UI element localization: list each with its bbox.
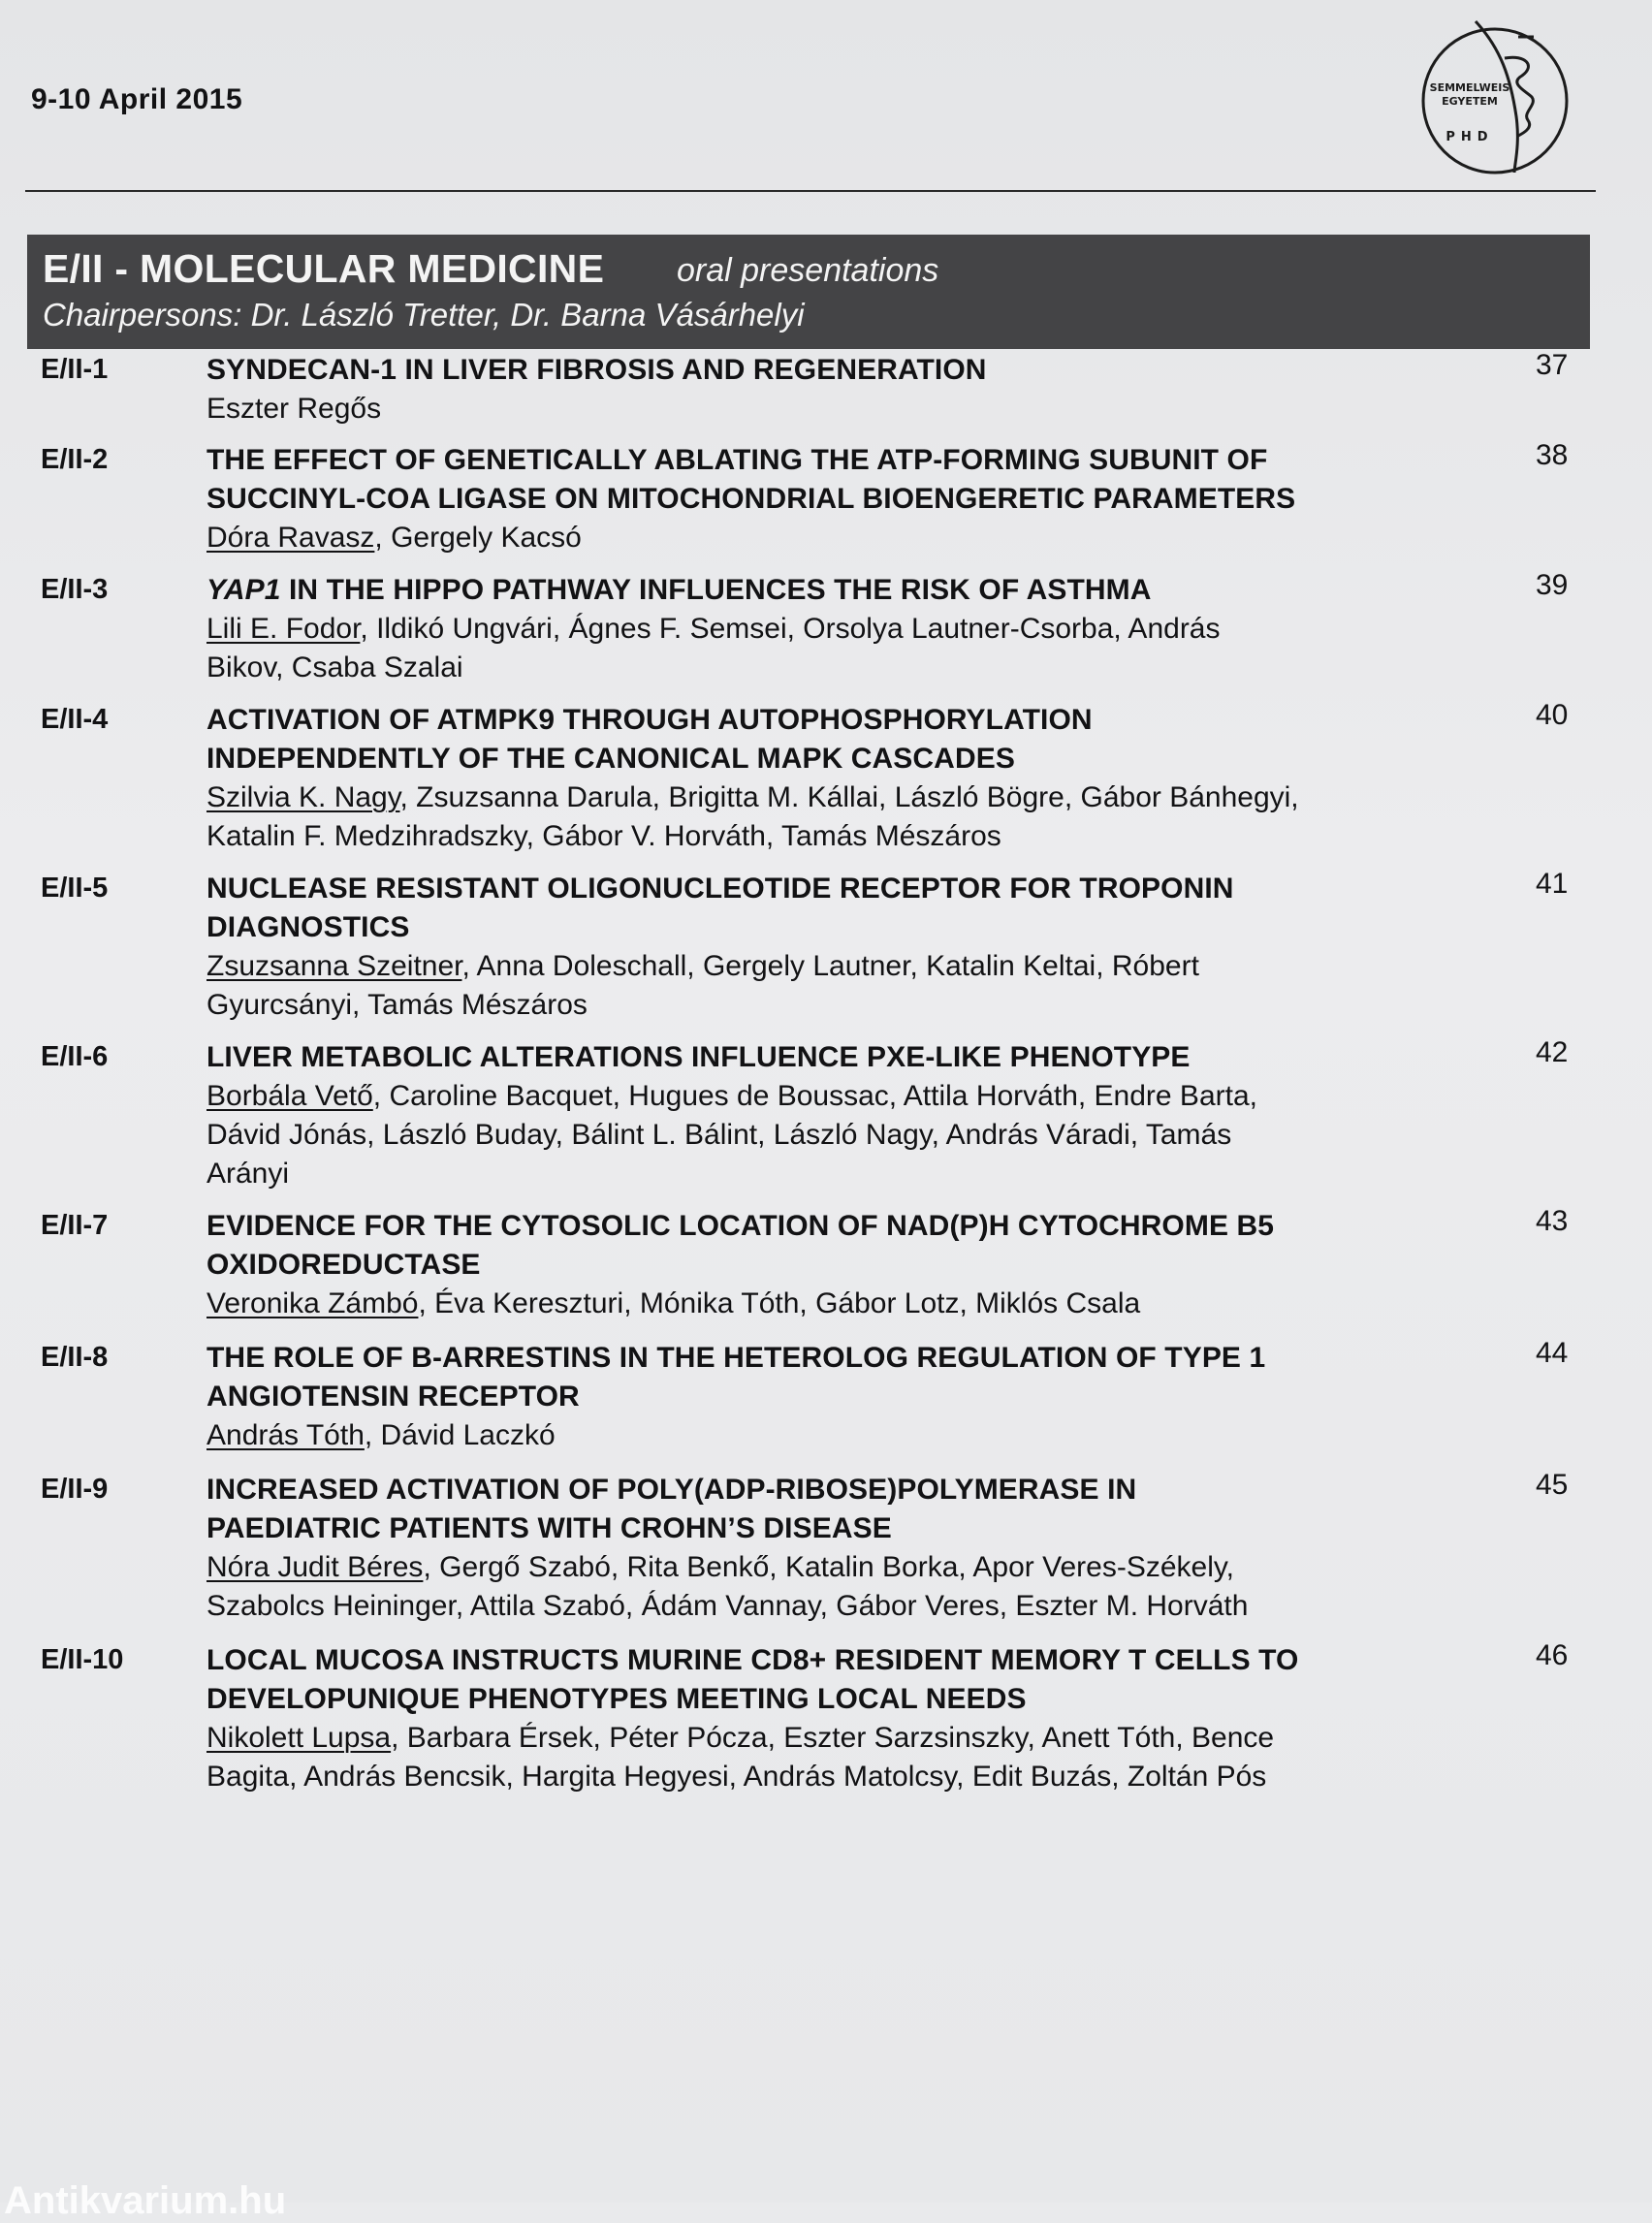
entry-presenter: Nikolett Lupsa [206,1722,392,1754]
entry-page-number: 43 [1536,1205,1569,1237]
entry-authors [206,519,1467,557]
section-chairpersons: Chairpersons: Dr. László Tretter, Dr. Barna Vásárhelyi [43,297,805,333]
entry-page-number: 41 [1536,868,1569,900]
entry-page-number: 38 [1536,439,1569,471]
entry-title: SUCCINYL-COA LIGASE ON MITOCHONDRIAL BIOENGERETIC PARAMETERS [206,483,1296,515]
section-title: E/II - MOLECULAR MEDICINE [43,246,605,291]
entry-title: LOCAL MUCOSA INSTRUCTS MURINE CD8+ RESIDENT MEMORY T CELLS TO [206,1644,1299,1676]
entry-code: E/II-2 [41,444,109,475]
entry-page-number: 42 [1536,1036,1569,1068]
entry-authors [206,1077,1467,1116]
entry-title: LIVER METABOLIC ALTERATIONS INFLUENCE PXE-LIKE PHENOTYPE [206,1041,1191,1073]
entry-authors-cont: Szabolcs Heininger, Attila Szabó, Ádám Vannay, Gábor Veres, Eszter M. Horváth [206,1590,1249,1622]
entry-authors-cont: Arányi [206,1158,290,1190]
entry-title: OXIDOREDUCTASE [206,1249,481,1281]
entry-page-number: 37 [1536,349,1569,381]
entry-title: THE ROLE OF B-ARRESTINS IN THE HETEROLOG REGULATION OF TYPE 1 [206,1342,1266,1374]
entry-authors-cont: Gyurcsányi, Tamás Mészáros [206,989,588,1021]
entry-authors [206,1416,1467,1455]
entry-authors [206,947,1467,986]
entry-page-number: 44 [1536,1337,1569,1369]
entry-title: ACTIVATION OF ATMPK9 THROUGH AUTOPHOSPHORYLATION [206,704,1093,736]
entry-code: E/II-3 [41,574,109,605]
entry-title: INDEPENDENTLY OF THE CANONICAL MAPK CASCADES [206,743,1015,775]
logo-text-semmelweis: SEMMELWEIS [1429,81,1510,94]
entry-title: INCREASED ACTIVATION OF POLY(ADP-RIBOSE)POLYMERASE IN [206,1474,1137,1506]
entry-authors [206,778,1467,817]
entry-code: E/II-6 [41,1041,109,1072]
entry-code: E/II-1 [41,354,109,385]
entry-authors [206,1548,1467,1587]
entry-code: E/II-9 [41,1474,109,1505]
entry-presenter: Borbála Vető [206,1080,373,1112]
entry-presenter: Szilvia K. Nagy [206,781,400,813]
watermark: Antikvarium.hu [4,2179,287,2222]
entry-coauthors: , Gergő Szabó, Rita Benkő, Katalin Borka, Apor Veres-Székely, [423,1551,1234,1583]
entry-title: PAEDIATRIC PATIENTS WITH CROHN’S DISEASE [206,1512,892,1544]
entry-title: DIAGNOSTICS [206,911,410,943]
entry-code: E/II-10 [41,1644,124,1675]
entry-coauthors: , Barbara Érsek, Péter Pócza, Eszter Sarzsinszky, Anett Tóth, Bence [391,1722,1275,1754]
entry-title-gene: YAP1 [206,574,281,606]
entry-title [206,571,1467,610]
entry-code: E/II-8 [41,1342,109,1373]
entry-page-number: 46 [1536,1639,1569,1671]
entry-authors-cont: Bikov, Csaba Szalai [206,651,463,683]
semmelweis-logo [1417,19,1573,175]
entry-presenter: Eszter Regős [206,393,382,425]
logo-text-phd: PHD [1446,130,1494,144]
entry-presenter: Lili E. Fodor [206,613,361,645]
entry-title: ANGIOTENSIN RECEPTOR [206,1381,580,1413]
entry-authors [206,1719,1467,1758]
entry-code: E/II-7 [41,1210,109,1241]
entry-presenter: András Tóth [206,1419,365,1451]
entry-authors-cont: Bagita, András Bencsik, Hargita Hegyesi, András Matolcsy, Edit Buzás, Zoltán Pós [206,1761,1267,1793]
entry-coauthors: , Ildikó Ungvári, Ágnes F. Semsei, Orsolya Lautner-Csorba, András [360,613,1221,645]
entry-presenter: Dóra Ravasz [206,522,375,554]
entry-title: EVIDENCE FOR THE CYTOSOLIC LOCATION OF NAD(P)H CYTOCHROME B5 [206,1210,1275,1242]
logo-text-egyetem: EGYETEM [1442,95,1498,108]
entry-presenter: Zsuzsanna Szeitner [206,950,462,982]
entry-title: THE EFFECT OF GENETICALLY ABLATING THE ATP-FORMING SUBUNIT OF [206,444,1268,476]
entry-coauthors: , Caroline Bacquet, Hugues de Boussac, Attila Horváth, Endre Barta, [372,1080,1257,1112]
entry-authors-cont: Dávid Jónás, László Buday, Bálint L. Bálint, László Nagy, András Váradi, Tamás [206,1119,1232,1151]
entry-presenter: Veronika Zámbó [206,1287,419,1319]
entry-title: DEVELOPUNIQUE PHENOTYPES MEETING LOCAL NEEDS [206,1683,1027,1715]
entry-title: NUCLEASE RESISTANT OLIGONUCLEOTIDE RECEPTOR FOR TROPONIN [206,873,1234,905]
entry-coauthors: , Dávid Laczkó [364,1419,556,1451]
entry-page-number: 40 [1536,699,1569,731]
entry-title: SYNDECAN-1 IN LIVER FIBROSIS AND REGENERATION [206,354,987,386]
entry-code: E/II-5 [41,873,109,904]
entry-coauthors: , Anna Doleschall, Gergely Lautner, Katalin Keltai, Róbert [461,950,1199,982]
entry-code: E/II-4 [41,704,109,735]
entry-authors [206,610,1467,649]
entry-authors-cont: Katalin F. Medzihradszky, Gábor V. Horváth, Tamás Mészáros [206,820,1001,852]
entry-coauthors: , Gergely Kacsó [374,522,582,554]
header-rule [25,190,1596,192]
entry-coauthors: , Éva Kereszturi, Mónika Tóth, Gábor Lotz, Miklós Csala [418,1287,1141,1319]
entry-presenter: Nóra Judit Béres [206,1551,424,1583]
section-banner [27,235,1590,349]
entry-page-number: 39 [1536,569,1569,601]
section-subtitle: oral presentations [677,252,939,289]
entry-authors [206,1285,1467,1323]
entry-title-rest: IN THE HIPPO PATHWAY INFLUENCES THE RISK OF ASTHMA [280,574,1152,606]
entry-authors [206,390,1467,429]
header-date: 9-10 April 2015 [31,83,243,115]
entry-page-number: 45 [1536,1469,1569,1501]
entry-coauthors: , Zsuzsanna Darula, Brigitta M. Kállai, László Bögre, Gábor Bánhegyi, [399,781,1299,813]
